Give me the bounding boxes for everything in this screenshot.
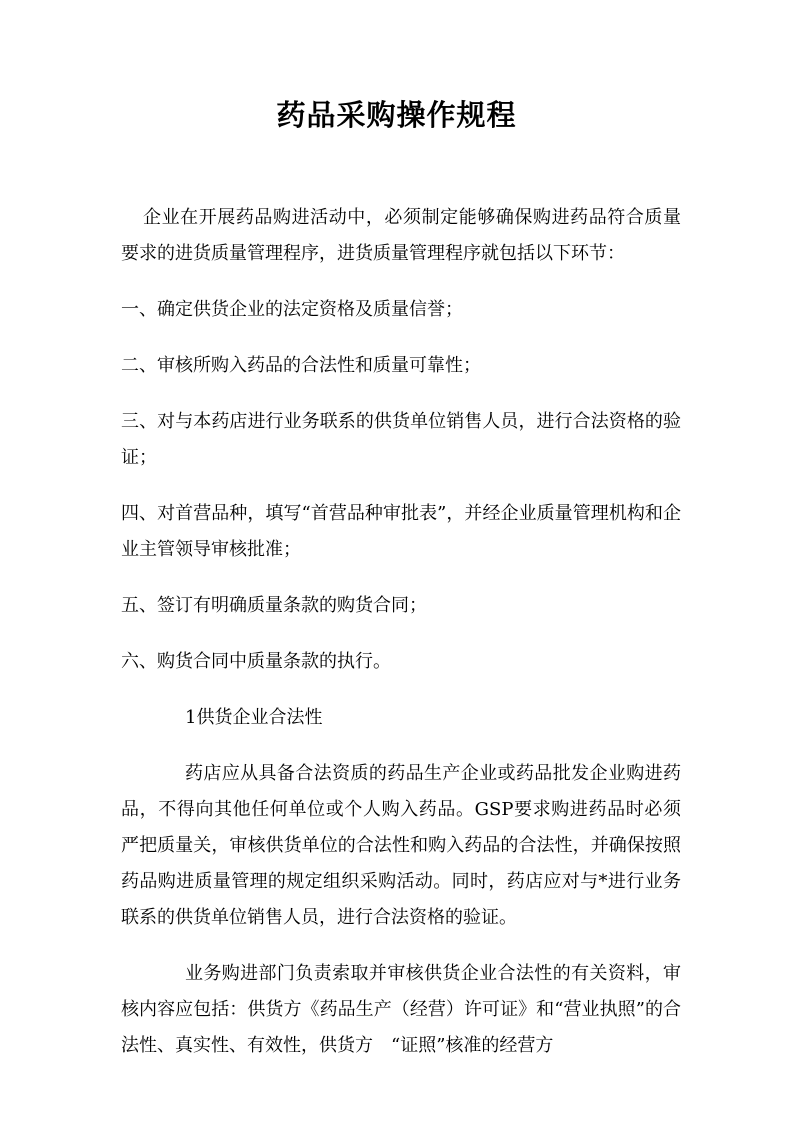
list-item-3: 三、对与本药店进行业务联系的供货单位销售人员，进行合法资格的验证； <box>121 411 681 468</box>
document-title: 药品采购操作规程 <box>276 98 517 132</box>
list-item-1: 一、确定供货企业的法定资格及质量信誉； <box>121 299 463 320</box>
list-item-6: 六、购货合同中质量条款的执行。 <box>121 651 391 672</box>
document-body <box>121 200 681 1084</box>
intro-paragraph: 企业在开展药品购进活动中，必须制定能够确保购进药品符合质量要求的进货质量管理程序，进货质量管理程序就包括以下环节： <box>121 207 681 264</box>
section-heading: 1供货企业合法性 <box>185 707 323 728</box>
section-paragraph-1: 药店应从具备合法资质的药品生产企业或药品批发企业购进药品，不得向其他任何单位或个人购入药品。GSP要求购进药品时必须严把质量关，审核供货单位的合法性和购入药品的合法性，并确保按照药品购进质量管理的规定组织采购活动。同时，药店应对与*进行业务联系的供货单位销售人员，进行合法资格的验证。 <box>121 763 681 928</box>
list-item-4: 四、对首营品种，填写“首营品种审批表”，并经企业质量管理机构和企业主管领导审核批准； <box>121 503 681 560</box>
list-item-2: 二、审核所购入药品的合法性和质量可靠性； <box>121 355 481 376</box>
section-paragraph-2: 业务购进部门负责索取并审核供货企业合法性的有关资料，审核内容应包括：供货方《药品生产（经营）许可证》和“营业执照”的合法性、真实性、有效性，供货方 “证照”核准的经营方 <box>121 963 681 1056</box>
list-item-5: 五、签订有明确质量条款的购货合同； <box>121 595 427 616</box>
